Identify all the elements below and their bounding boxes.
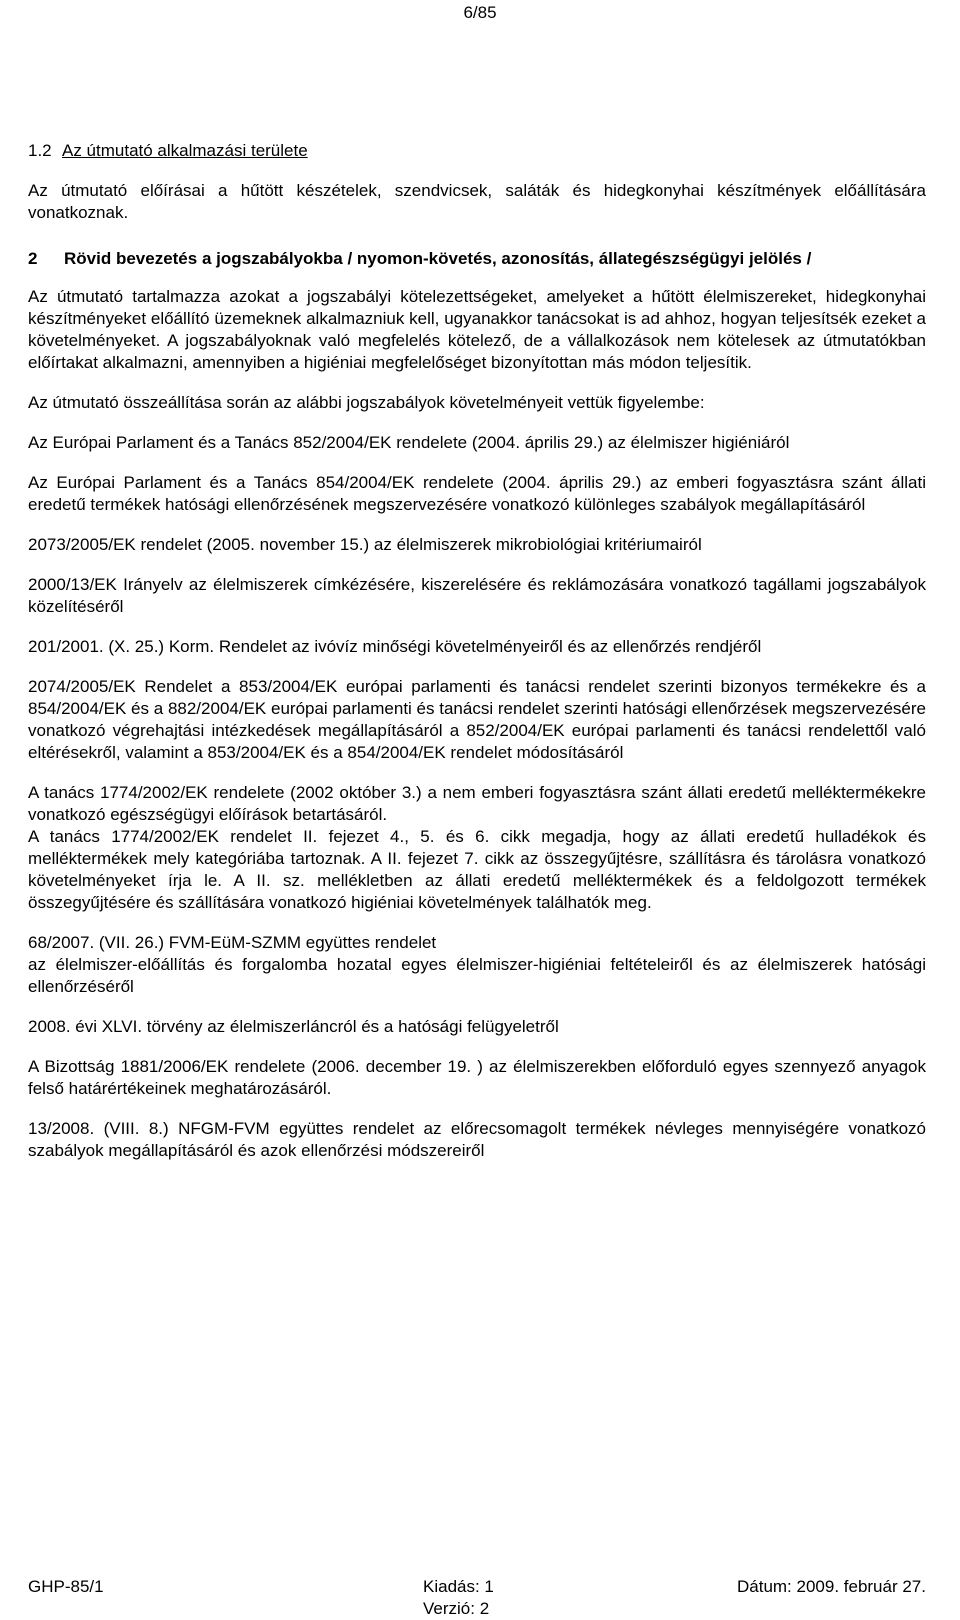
section-title: Az útmutató alkalmazási területe [62,141,308,160]
section-heading-1-2 [28,140,926,162]
section-title: Rövid bevezetés a jogszabályokba / nyomon-követés, azonosítás, állategészségügyi jelölés / [64,249,812,268]
regulation-1774-a: A tanács 1774/2002/EK rendelete (2002 október 3.) a nem emberi fogyasztásra szánt állati eredetű melléktermékekre vonatkozó egészségügyi előírások betartásáról. [28,783,926,824]
page-footer [28,1576,926,1620]
regulation-1881: A Bizottság 1881/2006/EK rendelete (2006. december 19. ) az élelmiszerekben előforduló egyes szennyező anyagok felső határértékeinek meghatározásáról. [28,1057,926,1098]
footer-version: Verzió: 2 [423,1599,490,1618]
section-heading-2 [28,248,926,270]
regulation-item: Az Európai Parlament és a Tanács 854/2004/EK rendelete (2004. április 29.) az emberi fogyasztásra szánt állati eredetű termékek hatósági ellenőrzésének megszervezésére vonatkozó különleges szabályok megállapításáról [28,473,926,514]
page-number: 6/85 [463,3,497,22]
regulation-1774-b: A tanács 1774/2002/EK rendelet II. fejezet 4., 5. és 6. cikk megadja, hogy az állati eredetű hulladékok és melléktermékek mely kategóriába tartoznak. A II. fejezet 7. cikk az összegyűjtésre, szállításra és tárolásra vonatkozó követelményeket írja le. A II. sz. mellékletben az állati eredetű melléktermékek és a feldolgozott termékek összegyűjtésére és szállítására vonatkozó higiéniai követelmények találhatók meg. [28,827,926,912]
section-number: 1.2 [28,141,52,160]
regulation-68-title: 68/2007. (VII. 26.) FVM-EüM-SZMM együttes rendelet [28,933,437,952]
footer-date: Dátum: 2009. február 27. [736,1577,926,1596]
regulations-list-intro: Az útmutató összeállítása során az alábbi jogszabályok követelményeit vettük figyelembe: [28,393,705,412]
section-number: 2 [28,249,38,268]
regulation-item: 2073/2005/EK rendelet (2005. november 15.) az élelmiszerek mikrobiológiai kritériumairól [28,535,702,554]
footer-doc-id: GHP-85/1 [28,1577,104,1596]
intro-paragraph: Az útmutató tartalmazza azokat a jogszabályi kötelezettségeket, amelyeket a hűtött élelmiszereket, hidegkonyhai készítményeket előállító üzemeknek alkalmazniuk kell, ugyanakkor tanácsokat is ad ahhoz, hogyan teljesítsék ezeket a követelményeket. A jogszabályoknak való megfelelés kötelező, de a vállalkozások nem kötelesek az útmutatókban előírtakat alkalmazni, amennyiben a higiéniai megfelelőséget bizonyítottan más módon teljesítik. [28,287,926,372]
regulation-item: 2000/13/EK Irányelv az élelmiszerek címkézésére, kiszerelésére és reklámozására vonatkozó tagállami jogszabályok közelítéséről [28,575,926,616]
regulation-13: 13/2008. (VIII. 8.) NFGM-FVM együttes rendelet az előrecsomagolt termékek névleges mennyiségére vonatkozó szabályok megállapításáról és azok ellenőrzési módszereiről [28,1119,926,1160]
regulation-item: 2074/2005/EK Rendelet a 853/2004/EK európai parlamenti és tanácsi rendelet szerinti bizonyos termékekre és a 854/2004/EK és a 882/2004/EK európai parlamenti és tanácsi rendelet szerinti hatósági ellenőrzések megszervezésére vonatkozó végrehajtási intézkedések megállapításáról a 852/2004/EK európai parlamenti és tanácsi rendelettől való eltérésekről, valamint a 853/2004/EK és a 854/2004/EK rendelet módosításáról [28,677,926,762]
footer-edition: Kiadás: 1 [423,1577,494,1596]
regulation-item: Az Európai Parlament és a Tanács 852/2004/EK rendelete (2004. április 29.) az élelmiszer higiéniáról [28,433,790,452]
regulation-68-description: az élelmiszer-előállítás és forgalomba hozatal egyes élelmiszer-higiéniai feltételeiről és az élelmiszerek hatósági ellenőrzéséről [28,955,926,996]
regulation-2008: 2008. évi XLVI. törvény az élelmiszerláncról és a hatósági felügyeletről [28,1017,559,1036]
scope-paragraph: Az útmutató előírásai a hűtött készételek, szendvicsek, saláták és hidegkonyhai készítmények előállítására vonatkoznak. [28,181,926,222]
regulation-item: 201/2001. (X. 25.) Korm. Rendelet az ivóvíz minőségi követelményeiről és az ellenőrzés rendjéről [28,637,762,656]
document-body [28,140,926,1180]
